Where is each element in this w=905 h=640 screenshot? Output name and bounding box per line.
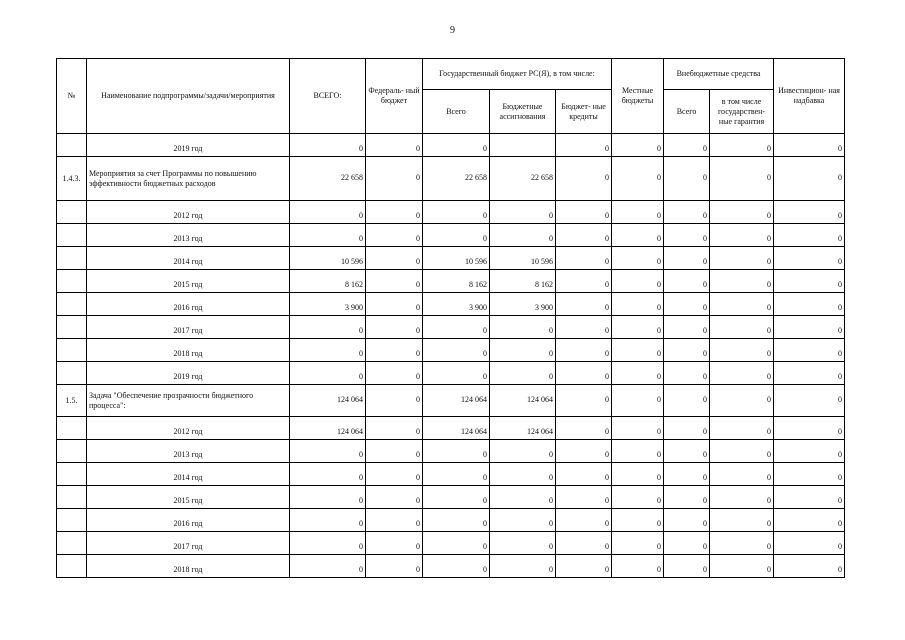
cell-local: 0 [612,440,664,463]
cell-name: 2015 год [87,486,290,509]
header-state-credit: Бюджет- ные кредиты [556,90,612,134]
cell-state-assign: 0 [490,362,556,385]
cell-total: 10 596 [290,247,366,270]
table-row [57,385,845,417]
cell-no: 1.5. [57,385,87,417]
cell-extra-guar: 0 [710,463,774,486]
cell-name: 2016 год [87,509,290,532]
header-extra-all: Всего [664,90,710,134]
cell-total: 0 [290,134,366,157]
cell-extra-guar: 0 [710,134,774,157]
cell-state-assign: 0 [490,463,556,486]
cell-total: 124 064 [290,385,366,417]
cell-state-all: 22 658 [423,157,490,201]
cell-extra-all: 0 [664,486,710,509]
cell-state-credit: 0 [556,509,612,532]
header-no: № [57,59,87,134]
table-row [57,440,845,463]
cell-state-credit: 0 [556,385,612,417]
cell-federal: 0 [366,417,423,440]
cell-federal: 0 [366,532,423,555]
table-row [57,532,845,555]
cell-local: 0 [612,316,664,339]
cell-state-all: 0 [423,440,490,463]
cell-total: 0 [290,201,366,224]
cell-invest: 0 [774,463,845,486]
cell-state-assign: 0 [490,532,556,555]
table-row [57,157,845,201]
cell-total: 0 [290,440,366,463]
cell-total: 0 [290,532,366,555]
cell-state-credit: 0 [556,134,612,157]
cell-state-credit: 0 [556,316,612,339]
cell-state-all: 0 [423,316,490,339]
cell-state-assign [490,134,556,157]
cell-state-all: 10 596 [423,247,490,270]
cell-state-all: 124 064 [423,385,490,417]
cell-federal: 0 [366,224,423,247]
cell-state-assign: 10 596 [490,247,556,270]
cell-local: 0 [612,247,664,270]
cell-name: 2014 год [87,463,290,486]
cell-local: 0 [612,270,664,293]
cell-name: 2017 год [87,532,290,555]
cell-state-all: 124 064 [423,417,490,440]
cell-extra-guar: 0 [710,509,774,532]
table-row [57,486,845,509]
cell-no [57,555,87,578]
cell-total: 8 162 [290,270,366,293]
cell-extra-all: 0 [664,339,710,362]
cell-state-assign: 124 064 [490,385,556,417]
cell-state-credit: 0 [556,224,612,247]
cell-state-credit: 0 [556,463,612,486]
cell-total: 0 [290,555,366,578]
header-invest: Инвестицион- ная надбавка [774,59,845,134]
cell-name: 2013 год [87,440,290,463]
cell-state-all: 0 [423,362,490,385]
cell-invest: 0 [774,385,845,417]
table-row [57,417,845,440]
cell-name: Мероприятия за счет Программы по повышению эффективности бюджетных расходов [87,157,290,201]
cell-no [57,293,87,316]
cell-invest: 0 [774,417,845,440]
cell-extra-all: 0 [664,201,710,224]
cell-extra-guar: 0 [710,532,774,555]
cell-federal: 0 [366,463,423,486]
cell-name: 2018 год [87,555,290,578]
table-row [57,201,845,224]
table-row [57,270,845,293]
cell-state-all: 0 [423,486,490,509]
cell-name: 2012 год [87,201,290,224]
table-row [57,224,845,247]
cell-no [57,134,87,157]
cell-state-assign: 0 [490,201,556,224]
cell-no [57,339,87,362]
cell-name: 2017 год [87,316,290,339]
cell-federal: 0 [366,157,423,201]
cell-invest: 0 [774,555,845,578]
cell-name: 2012 год [87,417,290,440]
cell-invest: 0 [774,224,845,247]
cell-extra-guar: 0 [710,362,774,385]
cell-extra-guar: 0 [710,417,774,440]
cell-state-all: 0 [423,339,490,362]
cell-no [57,316,87,339]
cell-state-assign: 8 162 [490,270,556,293]
table-row [57,509,845,532]
cell-total: 22 658 [290,157,366,201]
table-body [57,134,845,578]
header-local: Местные бюджеты [612,59,664,134]
cell-federal: 0 [366,316,423,339]
cell-extra-guar: 0 [710,339,774,362]
cell-state-assign: 0 [490,555,556,578]
cell-local: 0 [612,293,664,316]
cell-state-credit: 0 [556,362,612,385]
table-row [57,247,845,270]
cell-extra-all: 0 [664,247,710,270]
cell-extra-guar: 0 [710,201,774,224]
cell-federal: 0 [366,385,423,417]
cell-extra-all: 0 [664,463,710,486]
table-row [57,555,845,578]
cell-local: 0 [612,362,664,385]
cell-total: 0 [290,486,366,509]
cell-total: 0 [290,316,366,339]
cell-state-all: 0 [423,224,490,247]
cell-state-assign: 0 [490,224,556,247]
cell-total: 0 [290,509,366,532]
cell-invest: 0 [774,532,845,555]
cell-total: 3 900 [290,293,366,316]
cell-extra-guar: 0 [710,293,774,316]
cell-invest: 0 [774,486,845,509]
cell-total: 0 [290,339,366,362]
header-state-budget: Государственный бюджет РС(Я), в том числе: [423,59,612,90]
table-row [57,316,845,339]
cell-state-all: 0 [423,555,490,578]
table-row [57,293,845,316]
cell-extra-all: 0 [664,270,710,293]
cell-federal: 0 [366,134,423,157]
cell-state-assign: 0 [490,339,556,362]
cell-extra-all: 0 [664,385,710,417]
cell-state-all: 0 [423,463,490,486]
cell-no [57,270,87,293]
cell-extra-all: 0 [664,157,710,201]
cell-local: 0 [612,509,664,532]
cell-state-all: 3 900 [423,293,490,316]
cell-name: 2018 год [87,339,290,362]
cell-state-credit: 0 [556,532,612,555]
cell-state-credit: 0 [556,247,612,270]
cell-state-credit: 0 [556,555,612,578]
cell-extra-guar: 0 [710,270,774,293]
budget-table [56,58,845,578]
table-header [57,59,845,134]
cell-extra-all: 0 [664,293,710,316]
header-state-all: Всего [423,90,490,134]
table-row [57,339,845,362]
cell-invest: 0 [774,134,845,157]
cell-no [57,362,87,385]
header-name: Наименование подпрограммы/задачи/мероприятия [87,59,290,134]
cell-name: 2015 год [87,270,290,293]
cell-local: 0 [612,134,664,157]
cell-state-all: 0 [423,509,490,532]
cell-name: 2014 год [87,247,290,270]
cell-federal: 0 [366,362,423,385]
cell-extra-guar: 0 [710,555,774,578]
cell-invest: 0 [774,509,845,532]
cell-local: 0 [612,463,664,486]
cell-state-credit: 0 [556,293,612,316]
cell-name: 2019 год [87,134,290,157]
cell-invest: 0 [774,293,845,316]
cell-no [57,486,87,509]
cell-local: 0 [612,157,664,201]
cell-federal: 0 [366,247,423,270]
cell-no [57,463,87,486]
cell-invest: 0 [774,362,845,385]
cell-extra-all: 0 [664,224,710,247]
cell-no [57,417,87,440]
cell-no [57,440,87,463]
cell-state-assign: 0 [490,440,556,463]
cell-invest: 0 [774,270,845,293]
cell-state-assign: 0 [490,509,556,532]
cell-extra-all: 0 [664,417,710,440]
cell-invest: 0 [774,157,845,201]
cell-extra-all: 0 [664,362,710,385]
cell-extra-all: 0 [664,509,710,532]
cell-state-credit: 0 [556,201,612,224]
cell-extra-all: 0 [664,532,710,555]
cell-invest: 0 [774,316,845,339]
cell-state-all: 0 [423,532,490,555]
cell-invest: 0 [774,339,845,362]
cell-state-assign: 22 658 [490,157,556,201]
cell-total: 124 064 [290,417,366,440]
cell-federal: 0 [366,486,423,509]
header-federal: Федераль- ный бюджет [366,59,423,134]
table-row [57,463,845,486]
cell-local: 0 [612,385,664,417]
cell-local: 0 [612,417,664,440]
table-row [57,362,845,385]
cell-invest: 0 [774,440,845,463]
cell-no [57,201,87,224]
cell-total: 0 [290,362,366,385]
cell-no [57,509,87,532]
cell-state-credit: 0 [556,417,612,440]
cell-state-assign: 3 900 [490,293,556,316]
cell-state-credit: 0 [556,339,612,362]
cell-federal: 0 [366,339,423,362]
cell-name: 2016 год [87,293,290,316]
cell-name: 2013 год [87,224,290,247]
cell-federal: 0 [366,270,423,293]
cell-state-all: 8 162 [423,270,490,293]
cell-extra-guar: 0 [710,157,774,201]
cell-state-assign: 0 [490,486,556,509]
cell-extra-all: 0 [664,134,710,157]
cell-no [57,247,87,270]
cell-total: 0 [290,463,366,486]
cell-federal: 0 [366,293,423,316]
header-extra-guar: в том числе государствен- ные гарантия [710,90,774,134]
cell-invest: 0 [774,201,845,224]
table-row [57,134,845,157]
cell-local: 0 [612,555,664,578]
cell-local: 0 [612,201,664,224]
cell-federal: 0 [366,201,423,224]
cell-invest: 0 [774,247,845,270]
header-total: ВСЕГО: [290,59,366,134]
cell-federal: 0 [366,440,423,463]
cell-no [57,532,87,555]
cell-federal: 0 [366,555,423,578]
cell-extra-guar: 0 [710,224,774,247]
cell-state-credit: 0 [556,440,612,463]
cell-state-all: 0 [423,134,490,157]
cell-no: 1.4.3. [57,157,87,201]
cell-name: 2019 год [87,362,290,385]
cell-extra-guar: 0 [710,440,774,463]
page-number: 9 [450,25,455,36]
cell-state-credit: 0 [556,486,612,509]
cell-extra-guar: 0 [710,385,774,417]
cell-federal: 0 [366,509,423,532]
cell-local: 0 [612,532,664,555]
cell-local: 0 [612,339,664,362]
cell-state-assign: 124 064 [490,417,556,440]
cell-extra-all: 0 [664,316,710,339]
cell-total: 0 [290,224,366,247]
cell-state-credit: 0 [556,270,612,293]
cell-name: Задача "Обеспечение прозрачности бюджетного процесса": [87,385,290,417]
cell-extra-guar: 0 [710,247,774,270]
cell-extra-all: 0 [664,440,710,463]
cell-extra-guar: 0 [710,486,774,509]
cell-state-credit: 0 [556,157,612,201]
cell-state-all: 0 [423,201,490,224]
cell-extra-all: 0 [664,555,710,578]
header-extrabudget: Внебюджетные средства [664,59,774,90]
cell-no [57,224,87,247]
cell-state-assign: 0 [490,316,556,339]
header-state-assign: Бюджетные ассигнования [490,90,556,134]
cell-local: 0 [612,486,664,509]
cell-local: 0 [612,224,664,247]
cell-extra-guar: 0 [710,316,774,339]
